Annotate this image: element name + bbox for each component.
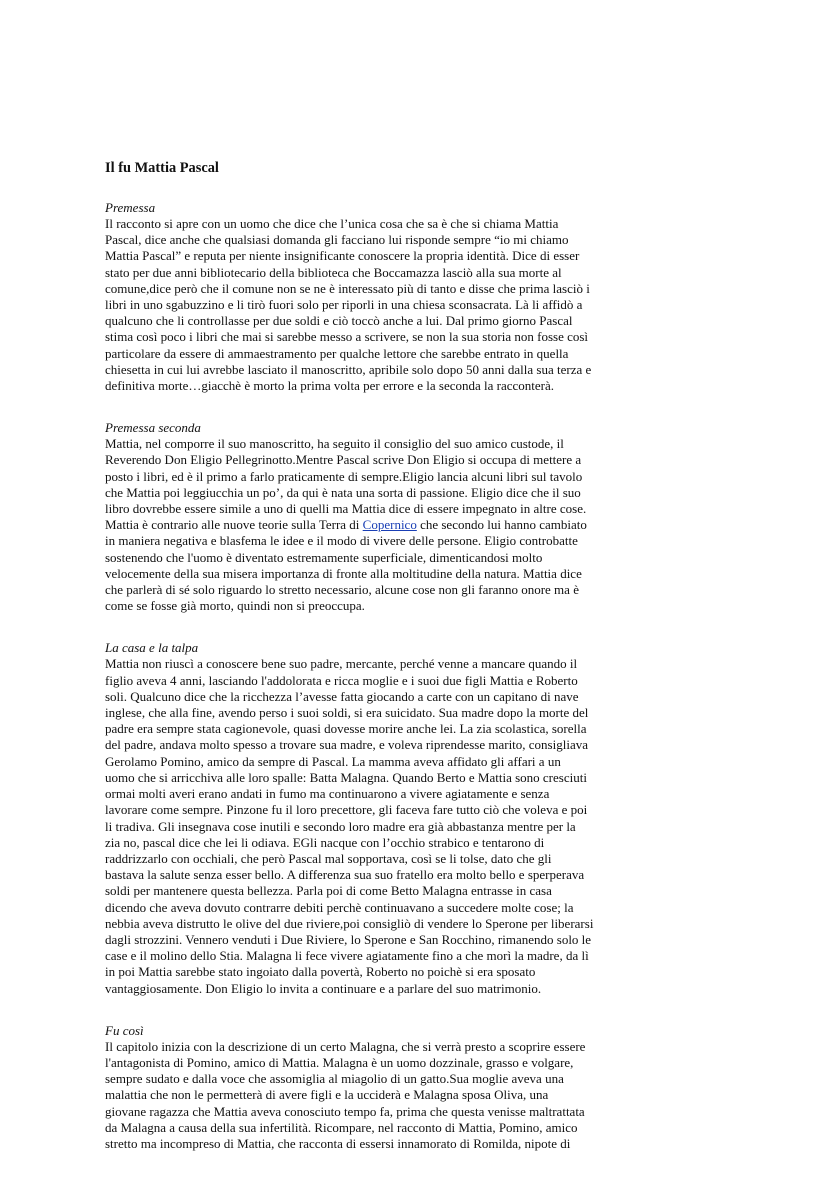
text-line: inglese, che alla fine, avendo perso i suoi soldi, si era suicidato. Sua madre dopo la morte del bbox=[105, 705, 589, 721]
text-line: lavorare come sempre. Pinzone fu il loro precettore, gli faceva fare tutto ciò che voleva e poi bbox=[105, 802, 588, 818]
text-line: stato per due anni bibliotecario della biblioteca che Boccamazza lasciò alla sua morte al bbox=[105, 264, 562, 280]
text-line: Il racconto si apre con un uomo che dice che l’unica cosa che sa è che si chiama Mattia bbox=[105, 216, 559, 231]
text-line: sostenendo che l'uomo è diventato estremamente superficiale, dimenticandosi molto bbox=[105, 549, 543, 565]
text-line: nebbia aveva distrutto le olive del due riviere,poi consigliò di vendere lo Sperone per liberarsi bbox=[105, 915, 594, 931]
text-line: soldi per mantenere questa bellezza. Parla poi di come Betto Malagna entrasse in casa bbox=[105, 883, 552, 899]
text-line: velocemente della sua misera importanza di fronte alla moltitudine della natura. Mattia dice bbox=[105, 565, 582, 581]
text-line: libri in uno sgabuzzino e li tirò fuori solo per riporli in una chiesa sconsacrata. Là li affidò a bbox=[105, 297, 583, 313]
section-heading: La casa e la talpa bbox=[105, 640, 199, 656]
copernico-link[interactable]: Copernico bbox=[362, 517, 417, 533]
section-heading: Fu così bbox=[105, 1022, 144, 1038]
text-line: libro dovrebbe essere simile a uno di quelli ma Mattia dice di essere impegnato in altre cose. bbox=[105, 501, 587, 517]
section-body bbox=[105, 216, 805, 394]
text-line: bastava la salute senza esser bello. A differenza sua suo fratello era molto bello e sperperava bbox=[105, 867, 585, 883]
section-premessa-seconda bbox=[105, 420, 805, 614]
text-line: uomo che si arricchiva alle loro spalle: Batta Malagna. Quando Berto e Mattia sono cresciuti bbox=[105, 769, 587, 785]
text-line: chiesetta in cui lui avrebbe lasciato il manoscritto, apribile solo dopo 50 anni dalla sua terza e bbox=[105, 361, 592, 377]
section-la-casa-e-la-talpa bbox=[105, 640, 805, 996]
text-line: figlio aveva 4 anni, lasciando l'addolorata e ricca moglie e i suoi due figli Mattia e Roberto bbox=[105, 672, 578, 688]
document-page bbox=[105, 158, 805, 1178]
text-line: Il capitolo inizia con la descrizione di un certo Malagna, che si verrà presto a scoprire essere bbox=[105, 1038, 586, 1054]
text-line: Mattia non riuscì a conoscere bene suo padre, mercante, perché venne a mancare quando il bbox=[105, 656, 578, 672]
text-line: da Malagna a causa della sua infertilità. Ricompare, nel racconto di Mattia, Pomino, amico bbox=[105, 1119, 578, 1135]
text-line: Mattia Pascal” e reputa per niente insignificante conoscere la propria identità. Dice di esser bbox=[105, 248, 580, 264]
text-line: raddrizzarlo con occhiali, che però Pascal mal sopportava, così se li tolse, dato che gli bbox=[105, 850, 552, 866]
text-line: del padre, andava molto spesso a trovare sua madre, e voleva riprendesse marito, consigliava bbox=[105, 737, 588, 753]
text-line: vantaggiosamente. Don Eligio lo invita a continuare e a parlare del suo matrimonio. bbox=[105, 980, 542, 996]
text-line: zia no, pascal dice che lei li odiava. EGli nacque con l’occhio strabico e tentarono di bbox=[105, 834, 545, 850]
text-line: in maniera negativa e blasfema le idee e il modo di vivere delle persone. Eligio controbatte bbox=[105, 533, 578, 549]
section-body bbox=[105, 436, 805, 614]
text-line: giovane ragazza che Mattia aveva conosciuto tempo fa, prima che questa venisse maltrattata bbox=[105, 1103, 585, 1119]
text-line: definitiva morte…giacchè è morto la prima volta per errore e la seconda la racconterà. bbox=[105, 378, 555, 394]
text-fragment: che secondo lui hanno cambiato bbox=[416, 517, 587, 533]
text-line-with-link bbox=[105, 517, 805, 533]
section-heading: Premessa bbox=[105, 200, 156, 215]
text-fragment: Mattia è contrario alle nuove teorie sulla Terra di bbox=[105, 517, 363, 533]
section-premessa bbox=[105, 200, 805, 394]
text-line: Mattia, nel comporre il suo manoscritto, ha seguito il consiglio del suo amico custode, il bbox=[105, 436, 564, 452]
text-line: l'antagonista di Pomino, amico di Mattia. Malagna è un uomo dozzinale, grasso e volgare, bbox=[105, 1054, 574, 1070]
text-line: ormai molti averi erano andati in fumo ma continuarono a vivere agiatamente e senza bbox=[105, 786, 550, 802]
text-line: stima così poco i libri che mai si sarebbe messo a scrivere, se non la sua storia non fosse così bbox=[105, 329, 589, 345]
text-line: posto i libri, ed è il primo a farlo praticamente di sempre.Eligio lancia alcuni libri sul tavolo bbox=[105, 468, 583, 484]
text-line: Pascal, dice anche che qualsiasi domanda gli facciano lui risponde sempre “io mi chiamo bbox=[105, 232, 569, 248]
text-line: sempre sudato e dalla voce che assomiglia al miagolio di un gatto.Sua moglie aveva una bbox=[105, 1071, 564, 1087]
text-line: malattia che non le permetterà di avere figli e la ucciderà e Malagna sposa Oliva, una bbox=[105, 1087, 549, 1103]
section-fu-cosi bbox=[105, 1023, 805, 1152]
text-line: Reverendo Don Eligio Pellegrinotto.Mentre Pascal scrive Don Eligio si occupa di mettere a bbox=[105, 452, 582, 468]
text-line: qualcuno che li controllasse per due soldi e ciò toccò anche a lui. Dal primo giorno Pascal bbox=[105, 313, 573, 329]
text-line: stretto ma incompreso di Mattia, che racconta di essersi innamorato di Romilda, nipote di bbox=[105, 1135, 571, 1151]
section-heading: Premessa seconda bbox=[105, 420, 201, 436]
text-line: dicendo che aveva dovuto contrarre debiti perchè continuavano a succedere molte cose; la bbox=[105, 899, 574, 915]
text-line: particolare da essere di ammaestramento per qualche lettore che sarebbe entrato in quella bbox=[105, 345, 569, 361]
text-line: soli. Qualcuno dice che la ricchezza l’avesse fatta giocando a carte con un capitano di nave bbox=[105, 688, 579, 704]
text-line: comune,dice però che il comune non se ne è interessato più di tanto e disse che prima lasciò i bbox=[105, 280, 590, 296]
document-title: Il fu Mattia Pascal bbox=[105, 160, 219, 176]
text-line: Gerolamo Pomino, amico da sempre di Pascal. La mamma aveva affidato gli affari a un bbox=[105, 753, 561, 769]
text-line: che Mattia poi leggiucchia un po’, da qui è nata una sorta di passione. Eligio dice che il suo bbox=[105, 484, 581, 500]
text-line: case e il molino dello Stia. Malagna li fece vivere agiatamente fino a che morì la madre, da lì bbox=[105, 948, 589, 964]
text-line: come se fosse già morto, quindi non si preoccupa. bbox=[105, 598, 365, 614]
text-line: in poi Mattia sarebbe stato ingoiato dalla povertà, Roberto no poichè si era sposato bbox=[105, 964, 536, 980]
text-line: padre era sempre stata cagionevole, quasi dovesse morire anche lei. La zia scolastica, sorella bbox=[105, 721, 587, 737]
text-line: che parlerà di sé solo riguardo lo stretto necessario, alcune cose non gli faranno onore ma è bbox=[105, 582, 579, 598]
text-line: dagli strozzini. Vennero venduti i Due Riviere, lo Sperone e San Rocchino, rimanendo solo le bbox=[105, 931, 592, 947]
section-body bbox=[105, 656, 805, 996]
section-body bbox=[105, 1039, 805, 1152]
text-line: li tradiva. Gli insegnava cose inutili e secondo loro madre era già abbastanza mentre per la bbox=[105, 818, 576, 834]
